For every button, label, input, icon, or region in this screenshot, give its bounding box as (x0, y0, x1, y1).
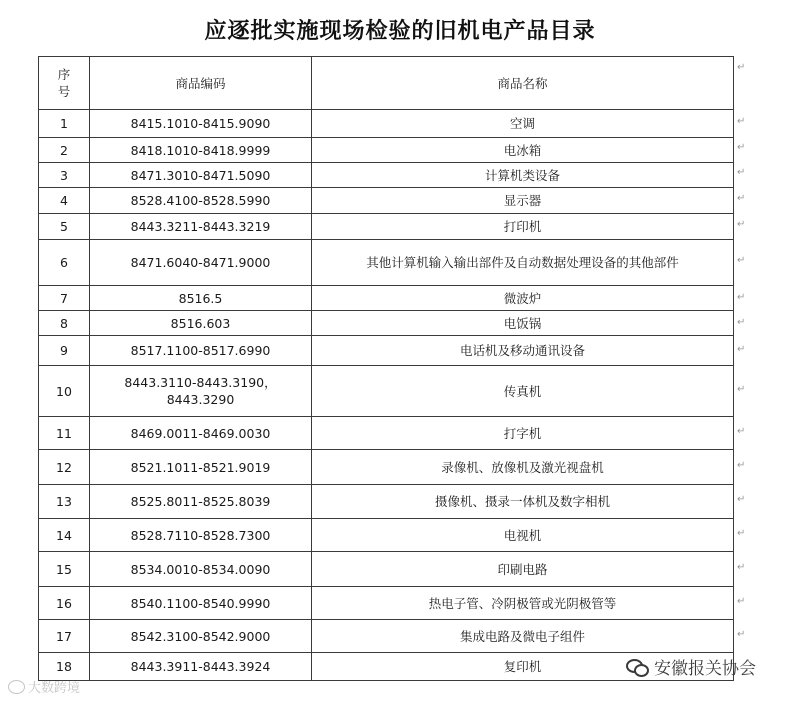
row-seq: 9 (39, 336, 90, 366)
paragraph-mark-icon: ↵ (737, 384, 746, 395)
table-row (39, 366, 734, 417)
row-seq: 18 (39, 653, 90, 681)
paragraph-mark-icon: ↵ (737, 62, 746, 73)
table-row (39, 417, 734, 450)
table-row (39, 188, 734, 214)
header-seq-line2: 号 (57, 84, 71, 99)
row-code: 8534.0010-8534.0090 (90, 552, 312, 587)
header-seq-line1: 序 (57, 67, 71, 82)
wechat-icon (626, 659, 648, 675)
paragraph-mark-icon: ↵ (737, 629, 746, 640)
row-seq: 1 (39, 110, 90, 138)
row-code: 8443.3211-8443.3219 (90, 214, 312, 240)
row-seq: 16 (39, 587, 90, 620)
row-code-line1: 8443.3110-8443.3190， (124, 375, 277, 390)
row-seq: 15 (39, 552, 90, 587)
row-seq: 13 (39, 485, 90, 519)
table-row (39, 519, 734, 552)
row-code: 8517.1100-8517.6990 (90, 336, 312, 366)
row-code: 8415.1010-8415.9090 (90, 110, 312, 138)
row-code-line2: 8443.3290 (166, 392, 235, 407)
paragraph-mark-icon: ↵ (737, 426, 746, 437)
row-name: 空调 (312, 110, 734, 138)
watermark-association (626, 654, 756, 679)
row-code: 8540.1100-8540.9990 (90, 587, 312, 620)
row-name: 电视机 (312, 519, 734, 552)
row-seq: 8 (39, 311, 90, 336)
row-name: 摄像机、摄录一体机及数字相机 (312, 485, 734, 519)
table-row (39, 311, 734, 336)
table-row (39, 214, 734, 240)
row-code: 8471.3010-8471.5090 (90, 163, 312, 188)
table-row (39, 138, 734, 163)
paragraph-mark-icon: ↵ (737, 116, 746, 127)
paragraph-mark-icon: ↵ (737, 494, 746, 505)
row-name: 印刷电路 (312, 552, 734, 587)
watermark-source-text: 大数跨境 (28, 681, 81, 696)
row-code (90, 366, 312, 417)
row-seq: 10 (39, 366, 90, 417)
table-row (39, 336, 734, 366)
row-seq: 11 (39, 417, 90, 450)
row-seq: 2 (39, 138, 90, 163)
paragraph-mark-icon: ↵ (737, 219, 746, 230)
paragraph-mark-icon: ↵ (737, 317, 746, 328)
table-row (39, 587, 734, 620)
row-name: 微波炉 (312, 286, 734, 311)
row-seq: 6 (39, 240, 90, 286)
paragraph-mark-icon: ↵ (737, 167, 746, 178)
paragraph-mark-icon: ↵ (737, 460, 746, 471)
header-name: 商品名称 (312, 57, 734, 110)
row-name: 计算机类设备 (312, 163, 734, 188)
paragraph-mark-icon: ↵ (737, 193, 746, 204)
row-seq: 7 (39, 286, 90, 311)
row-name: 打字机 (312, 417, 734, 450)
paragraph-mark-icon: ↵ (737, 142, 746, 153)
row-code: 8516.5 (90, 286, 312, 311)
table-row (39, 240, 734, 286)
paragraph-mark-icon: ↵ (737, 596, 746, 607)
paragraph-mark-icon: ↵ (737, 528, 746, 539)
table-row (39, 450, 734, 485)
paragraph-mark-icon: ↵ (737, 562, 746, 573)
row-seq: 12 (39, 450, 90, 485)
row-name: 显示器 (312, 188, 734, 214)
product-catalog-table (38, 56, 734, 681)
paragraph-mark-icon: ↵ (737, 292, 746, 303)
row-name: 电冰箱 (312, 138, 734, 163)
table-row (39, 485, 734, 519)
header-code: 商品编码 (90, 57, 312, 110)
table-row (39, 552, 734, 587)
row-name: 集成电路及微电子组件 (312, 620, 734, 653)
row-code: 8469.0011-8469.0030 (90, 417, 312, 450)
header-seq (39, 57, 90, 110)
row-seq: 17 (39, 620, 90, 653)
table-row (39, 286, 734, 311)
row-code: 8471.6040-8471.9000 (90, 240, 312, 286)
table-row (39, 620, 734, 653)
row-code: 8443.3911-8443.3924 (90, 653, 312, 681)
row-seq: 5 (39, 214, 90, 240)
row-code: 8542.3100-8542.9000 (90, 620, 312, 653)
row-seq: 3 (39, 163, 90, 188)
paragraph-mark-icon: ↵ (737, 344, 746, 355)
row-seq: 4 (39, 188, 90, 214)
row-name: 打印机 (312, 214, 734, 240)
row-name: 其他计算机输入输出部件及自动数据处理设备的其他部件 (312, 240, 734, 286)
row-name: 电饭锅 (312, 311, 734, 336)
watermark-association-text: 安徽报关协会 (654, 659, 756, 679)
row-code: 8528.4100-8528.5990 (90, 188, 312, 214)
table-row (39, 110, 734, 138)
paragraph-mark-icon: ↵ (737, 255, 746, 266)
row-name: 录像机、放像机及激光视盘机 (312, 450, 734, 485)
row-name: 复印机 (312, 653, 734, 681)
row-code: 8528.7110-8528.7300 (90, 519, 312, 552)
document-title: 应逐批实施现场检验的旧机电产品目录 (204, 19, 596, 44)
row-code: 8525.8011-8525.8039 (90, 485, 312, 519)
row-name: 热电子管、冷阴极管或光阴极管等 (312, 587, 734, 620)
row-code: 8521.1011-8521.9019 (90, 450, 312, 485)
row-name: 传真机 (312, 366, 734, 417)
weibo-icon (8, 680, 25, 694)
row-code: 8516.603 (90, 311, 312, 336)
row-seq: 14 (39, 519, 90, 552)
table-header-row (39, 57, 734, 110)
row-name: 电话机及移动通讯设备 (312, 336, 734, 366)
table-row (39, 163, 734, 188)
row-end-marks (737, 56, 751, 676)
watermark-source (8, 677, 80, 696)
row-code: 8418.1010-8418.9999 (90, 138, 312, 163)
